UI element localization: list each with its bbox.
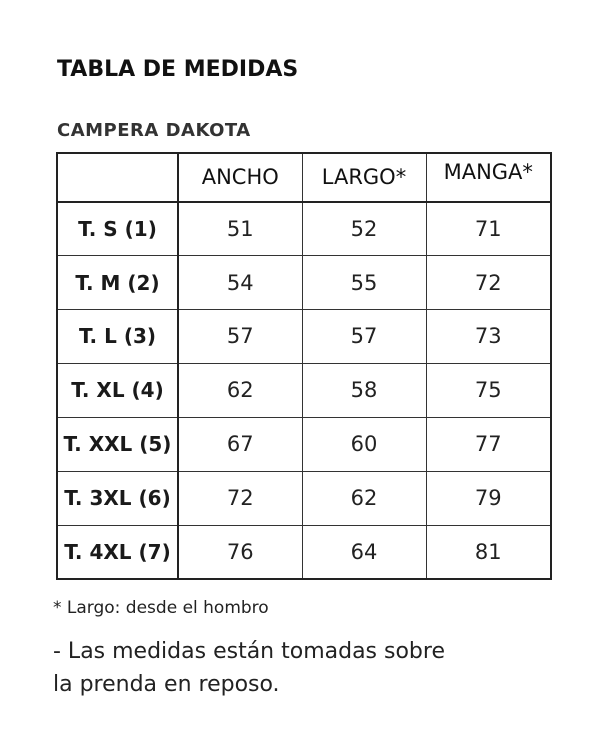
largo-cell: 52 bbox=[302, 202, 426, 256]
largo-cell: 55 bbox=[302, 256, 426, 310]
manga-cell: 71 bbox=[426, 202, 551, 256]
header-ancho: ANCHO bbox=[178, 153, 302, 202]
size-table bbox=[56, 152, 552, 580]
ancho-cell: 57 bbox=[178, 310, 302, 364]
size-label: T. 4XL (7) bbox=[57, 525, 178, 579]
size-label: T. S (1) bbox=[57, 202, 178, 256]
ancho-cell: 76 bbox=[178, 525, 302, 579]
footnote: * Largo: desde el hombro bbox=[53, 598, 269, 618]
ancho-cell: 67 bbox=[178, 417, 302, 471]
product-name: CAMPERA DAKOTA bbox=[57, 120, 251, 141]
largo-cell: 64 bbox=[302, 525, 426, 579]
table-row bbox=[57, 202, 551, 256]
note-line: - Las medidas están tomadas sobre bbox=[53, 639, 445, 664]
size-label: T. L (3) bbox=[57, 310, 178, 364]
size-label: T. XXL (5) bbox=[57, 417, 178, 471]
manga-cell: 75 bbox=[426, 363, 551, 417]
ancho-cell: 51 bbox=[178, 202, 302, 256]
note-line: la prenda en reposo. bbox=[53, 672, 280, 697]
table-row bbox=[57, 363, 551, 417]
manga-cell: 81 bbox=[426, 525, 551, 579]
header-largo: LARGO* bbox=[302, 153, 426, 202]
table-row bbox=[57, 256, 551, 310]
ancho-cell: 62 bbox=[178, 363, 302, 417]
largo-cell: 62 bbox=[302, 471, 426, 525]
table-row bbox=[57, 417, 551, 471]
manga-cell: 72 bbox=[426, 256, 551, 310]
manga-cell: 79 bbox=[426, 471, 551, 525]
measurement-note bbox=[53, 635, 533, 701]
size-label: T. M (2) bbox=[57, 256, 178, 310]
ancho-cell: 72 bbox=[178, 471, 302, 525]
table-row bbox=[57, 525, 551, 579]
table-row bbox=[57, 310, 551, 364]
size-label: T. 3XL (6) bbox=[57, 471, 178, 525]
header-manga: MANGA* bbox=[426, 153, 551, 202]
manga-cell: 77 bbox=[426, 417, 551, 471]
largo-cell: 58 bbox=[302, 363, 426, 417]
table-row bbox=[57, 471, 551, 525]
table-header-row bbox=[57, 153, 551, 202]
ancho-cell: 54 bbox=[178, 256, 302, 310]
size-label: T. XL (4) bbox=[57, 363, 178, 417]
page-title: TABLA DE MEDIDAS bbox=[57, 57, 299, 82]
manga-cell: 73 bbox=[426, 310, 551, 364]
largo-cell: 57 bbox=[302, 310, 426, 364]
largo-cell: 60 bbox=[302, 417, 426, 471]
header-corner-cell bbox=[57, 153, 178, 202]
